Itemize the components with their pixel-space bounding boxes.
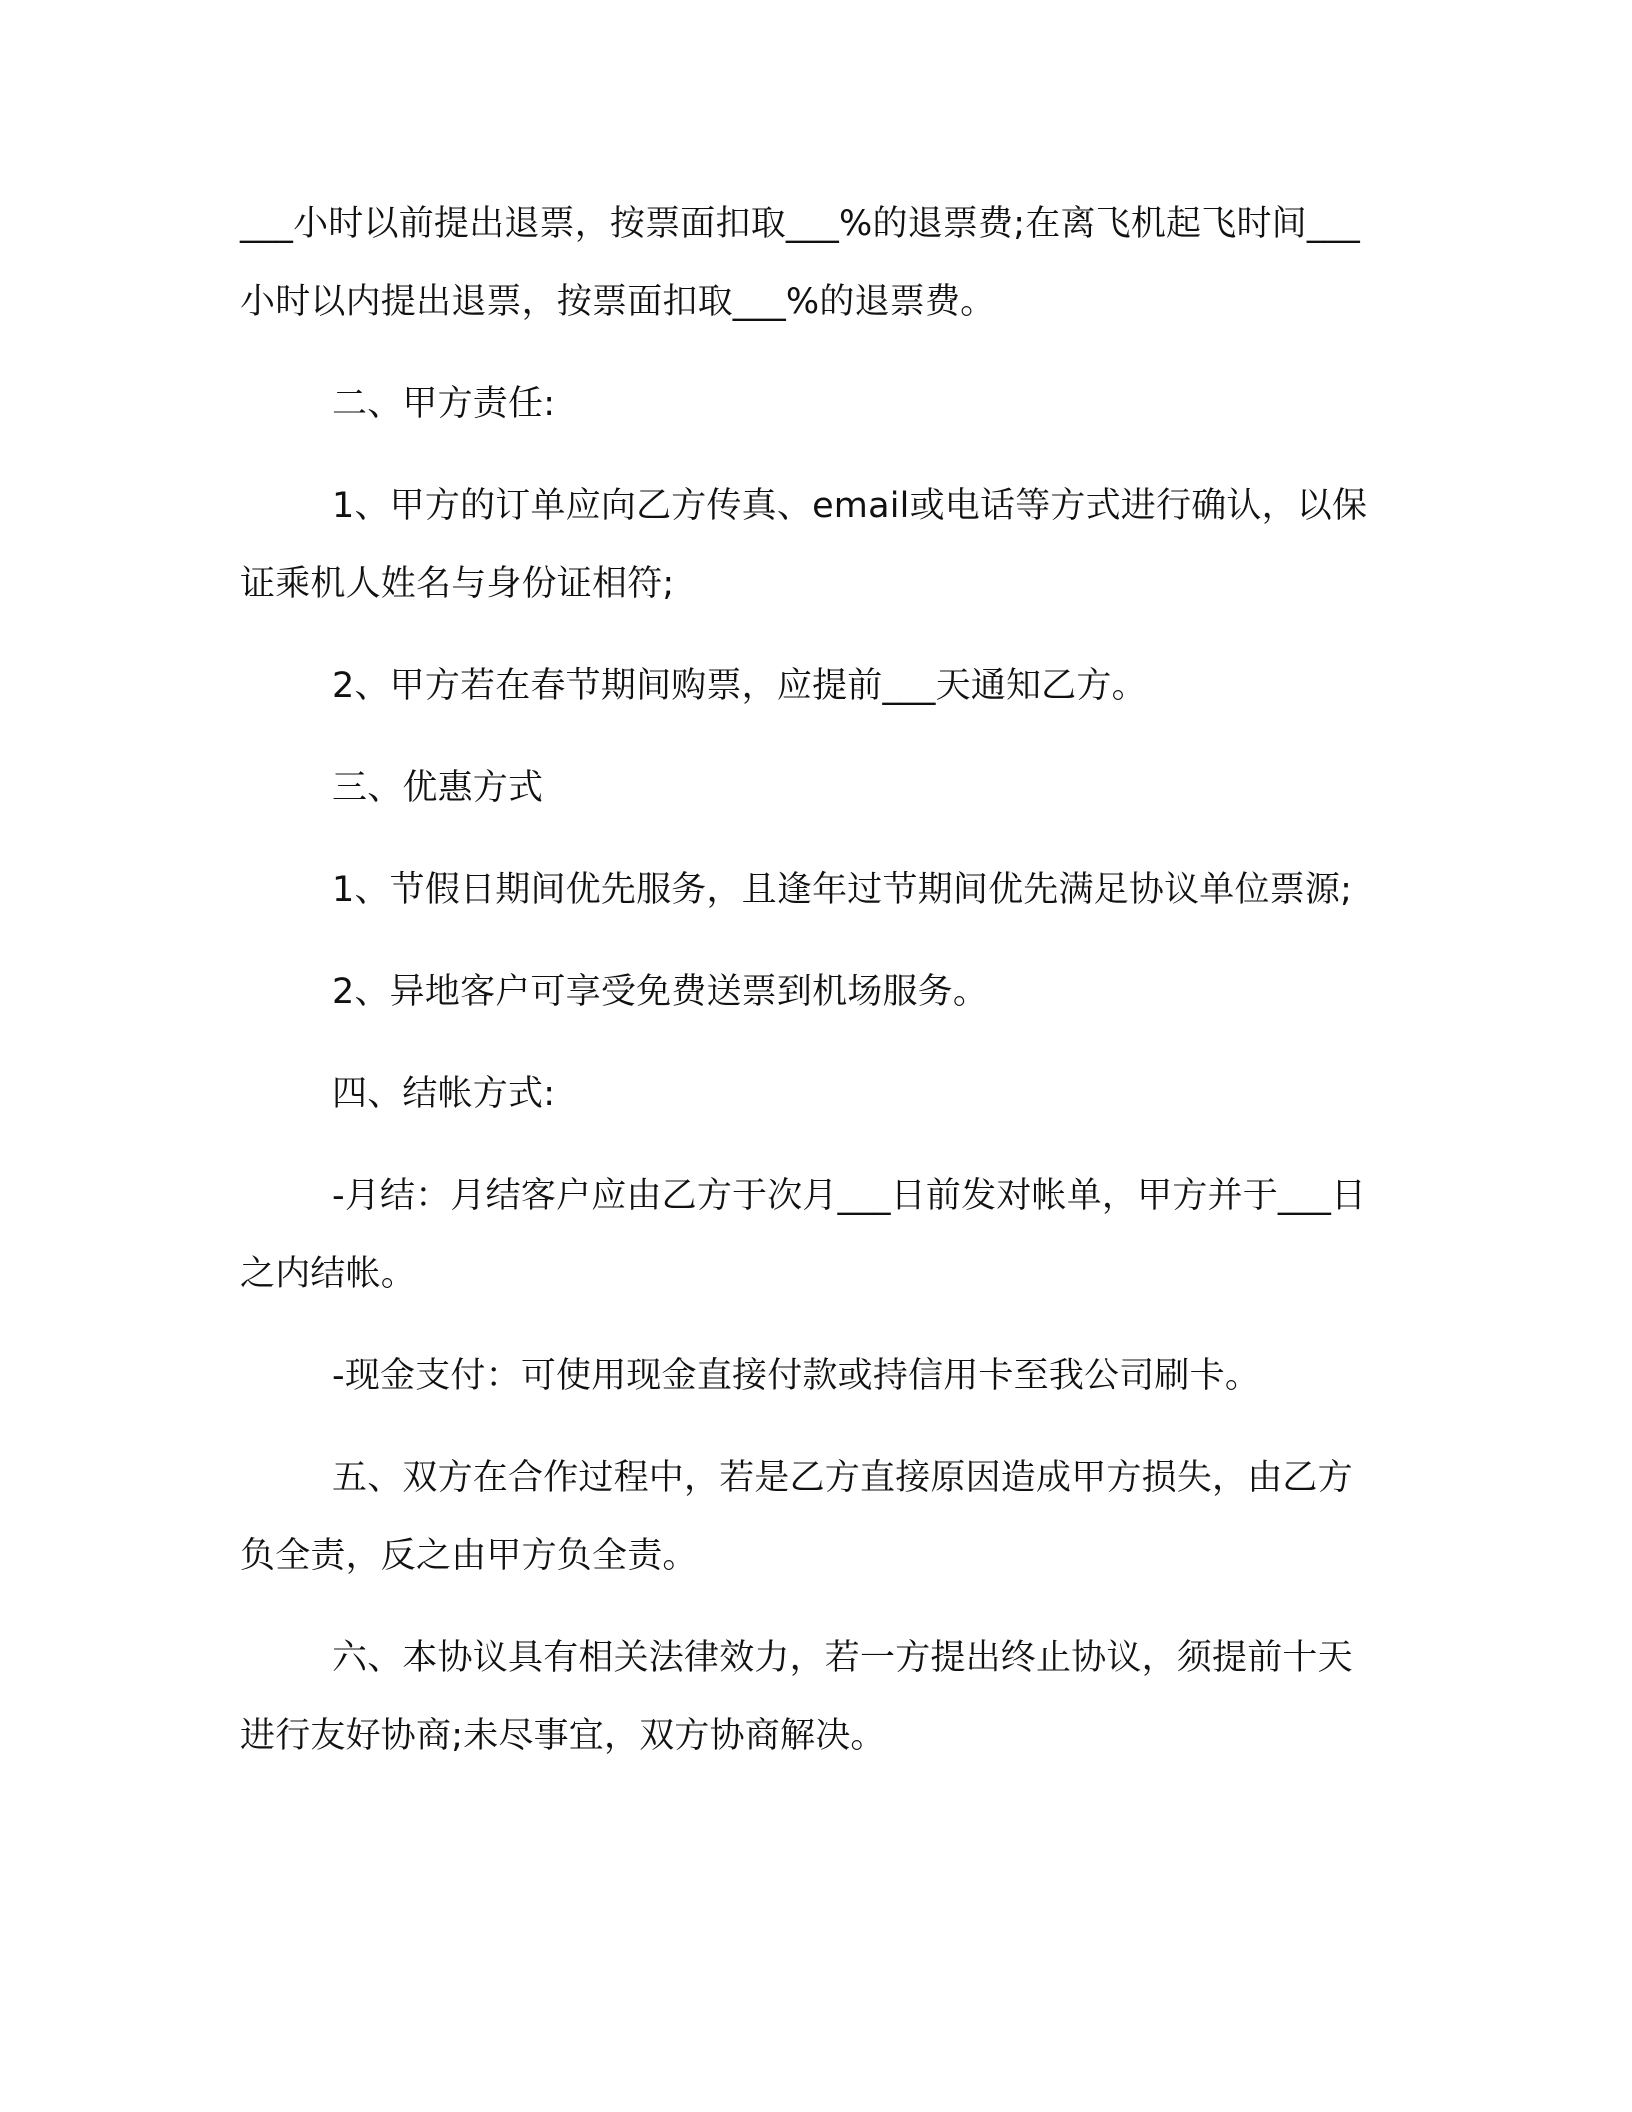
paragraph-monthly-settlement: -月结：月结客户应由乙方于次月___日前发对帐单，甲方并于___日之内结帐。 bbox=[240, 1176, 1367, 1294]
paragraph-cash-payment: -现金支付：可使用现金直接付款或持信用卡至我公司刷卡。 bbox=[332, 1356, 1261, 1396]
section-heading-party-a-duties: 二、甲方责任: bbox=[332, 384, 556, 424]
paragraph-spring-festival-notice: 2、甲方若在春节期间购票，应提前___天通知乙方。 bbox=[332, 666, 1147, 706]
paragraph-holiday-priority: 1、节假日期间优先服务，且逢年过节期间优先满足协议单位票源; bbox=[332, 870, 1353, 910]
paragraph-refund-terms: ___小时以前提出退票，按票面扣取___%的退票费;在离飞机起飞时间___小时以内提出退票，按票面扣取___%的退票费。 bbox=[240, 204, 1360, 322]
paragraph-order-confirmation: 1、甲方的订单应向乙方传真、email或电话等方式进行确认，以保证乘机人姓名与身份证相符; bbox=[240, 486, 1368, 604]
section-heading-discounts: 三、优惠方式 bbox=[332, 768, 544, 808]
paragraph-free-ticket-delivery: 2、异地客户可享受免费送票到机场服务。 bbox=[332, 972, 989, 1012]
section-heading-settlement: 四、结帐方式: bbox=[332, 1074, 556, 1114]
document-body bbox=[240, 185, 1380, 1799]
paragraph-liability: 五、双方在合作过程中，若是乙方直接原因造成甲方损失，由乙方负全责，反之由甲方负全责。 bbox=[240, 1458, 1353, 1576]
paragraph-legal-effect: 六、本协议具有相关法律效力，若一方提出终止协议，须提前十天进行友好协商;未尽事宜，双方协商解决。 bbox=[240, 1638, 1353, 1756]
